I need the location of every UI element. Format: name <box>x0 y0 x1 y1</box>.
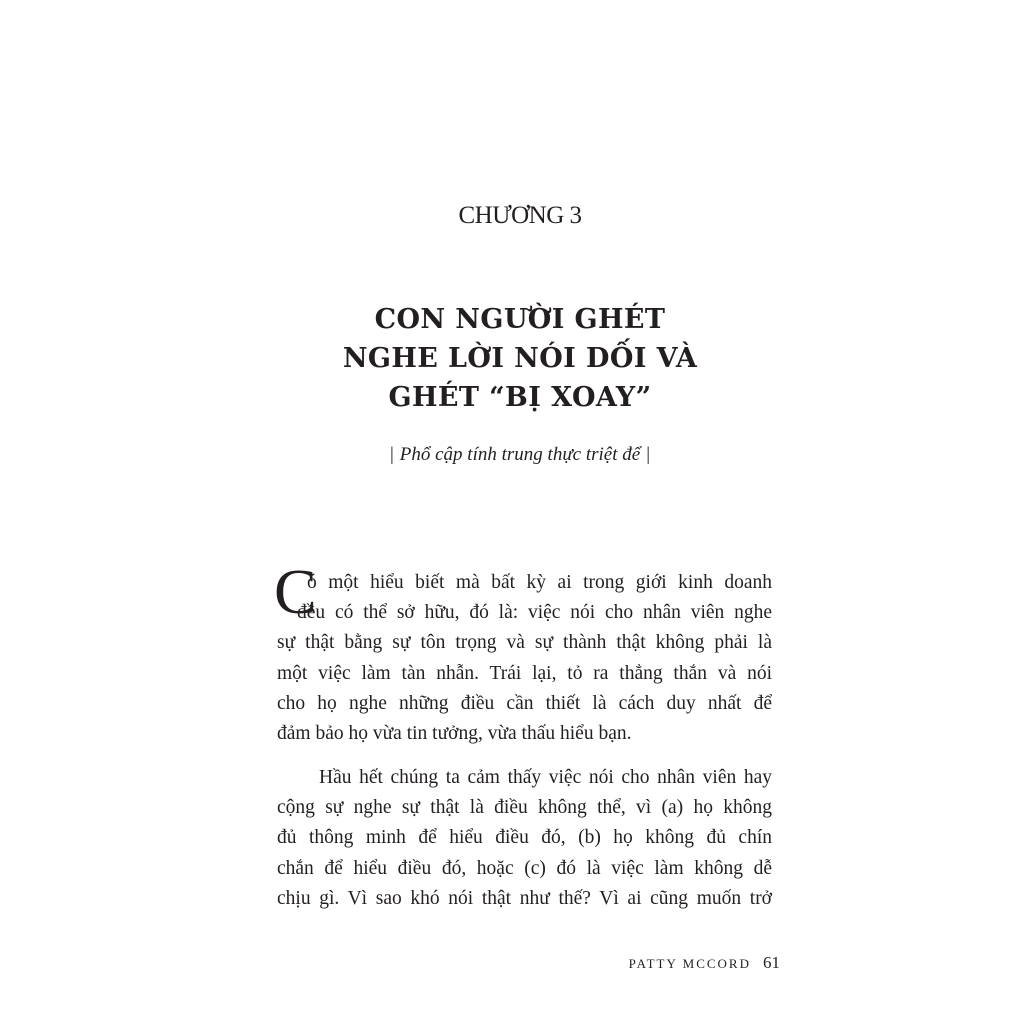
paragraph-1 <box>277 568 772 749</box>
chapter-title-line: GHÉT “BỊ XOAY” <box>388 382 652 413</box>
chapter-title-line: CON NGƯỜI GHÉT <box>374 304 666 335</box>
chapter-title-line: NGHE LỜI NÓI DỐI VÀ <box>342 343 698 374</box>
subtitle-bar-right: | <box>646 444 651 465</box>
paragraph-line: một việc làm tàn nhẫn. Trái lại, tỏ ra thẳng thắn và nói <box>277 662 772 684</box>
paragraph-line: Hầu hết chúng ta cảm thấy việc nói cho nhân viên hay <box>319 767 772 788</box>
chapter-subtitle <box>0 440 1024 470</box>
chapter-title <box>250 300 790 417</box>
page-footer <box>629 953 780 973</box>
paragraph-line: đều có thể sở hữu, đó là: việc nói cho nhân viên nghe <box>297 602 772 624</box>
paragraph-line: đủ thông minh để hiểu điều đó, (b) họ không đủ chín <box>277 827 772 849</box>
paragraph-line: sự thật bằng sự tôn trọng và sự thành thật không phải là <box>277 632 772 654</box>
running-footer-author: PATTY MCCORD <box>628 956 751 971</box>
paragraph-line: cho họ nghe những điều cần thiết là cách duy nhất để <box>277 692 772 714</box>
paragraph-line: chịu gì. Vì sao khó nói thật như thế? Vì ai cũng muốn trở <box>277 887 772 909</box>
drop-cap: C <box>274 556 317 627</box>
paragraph-line: cộng sự nghe sự thật là điều không thể, vì (a) họ không <box>277 797 772 819</box>
paragraph-line: đảm bảo họ vừa tin tưởng, vừa thấu hiểu bạn. <box>277 723 632 745</box>
subtitle-bar-left: | <box>389 444 394 465</box>
chapter-label: CHƯƠNG 3 <box>458 202 582 229</box>
paragraph-line: ó một hiểu biết mà bất kỳ ai trong giới kinh doanh <box>307 572 772 593</box>
subtitle-text: Phổ cập tính trung thực triệt để <box>399 444 641 465</box>
paragraph-line: chắn để hiểu điều đó, hoặc (c) đó là việc làm không dễ <box>277 857 772 879</box>
paragraph-2 <box>277 763 772 914</box>
page-number: 61 <box>763 953 780 972</box>
